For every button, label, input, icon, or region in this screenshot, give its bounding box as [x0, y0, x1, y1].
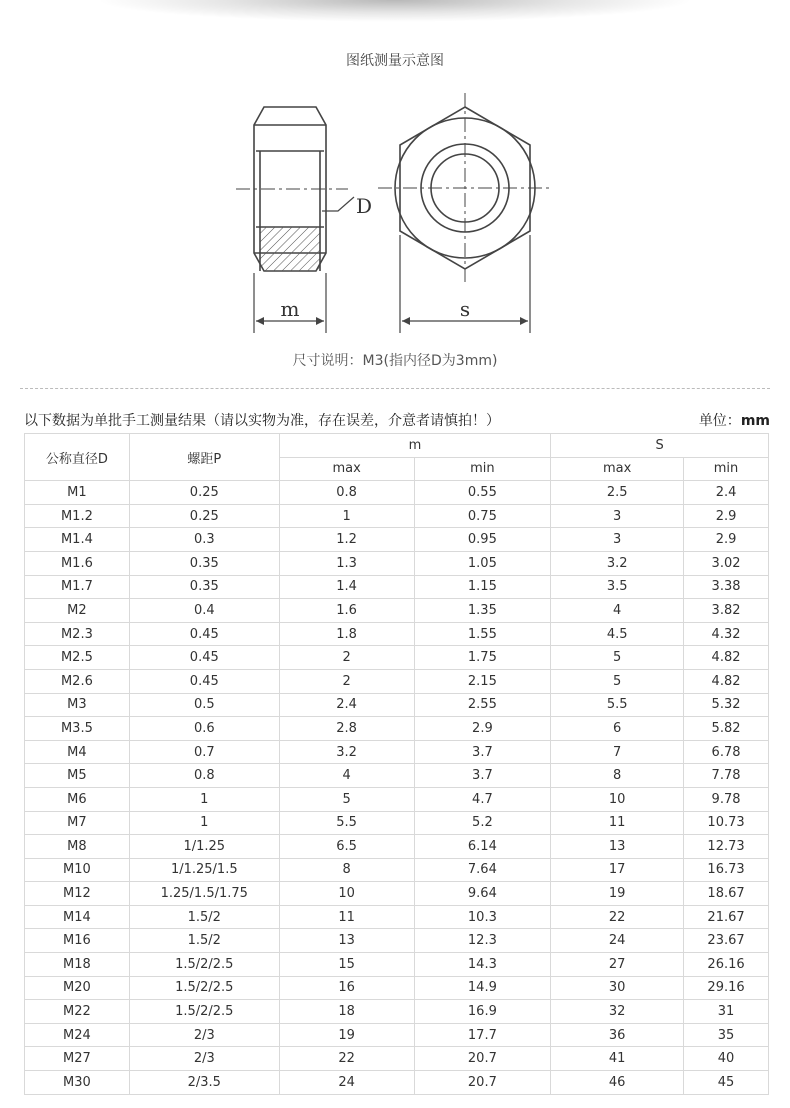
cell-diameter: M1	[25, 481, 130, 505]
cell-diameter: M3	[25, 693, 130, 717]
cell-m-max: 10	[279, 882, 414, 906]
header-s-min: min	[684, 457, 769, 481]
cell-diameter: M1.2	[25, 504, 130, 528]
hex-nut-diagram	[230, 85, 560, 340]
header-pitch: 螺距P	[129, 434, 279, 481]
table-row	[25, 858, 769, 882]
table-row	[25, 481, 769, 505]
cell-diameter: M8	[25, 835, 130, 859]
cell-m-max: 1.6	[279, 599, 414, 623]
diagram-caption: 尺寸说明：M3(指内径D为3mm)	[292, 353, 498, 369]
cell-s-max: 36	[551, 1023, 684, 1047]
cell-s-min: 23.67	[684, 929, 769, 953]
cell-m-max: 19	[279, 1023, 414, 1047]
cell-diameter: M14	[25, 905, 130, 929]
cell-s-min: 3.02	[684, 551, 769, 575]
cell-m-min: 3.7	[414, 764, 551, 788]
cell-diameter: M1.7	[25, 575, 130, 599]
label-m: m	[280, 297, 300, 321]
header-diameter: 公称直径D	[25, 434, 130, 481]
top-shadow-divider	[95, 0, 695, 22]
table-row	[25, 976, 769, 1000]
cell-m-min: 7.64	[414, 858, 551, 882]
unit-label	[699, 410, 770, 430]
cell-s-max: 32	[551, 1000, 684, 1024]
header-group-m: m	[279, 434, 551, 458]
cell-m-max: 5.5	[279, 811, 414, 835]
cell-s-max: 7	[551, 740, 684, 764]
cell-s-max: 5	[551, 669, 684, 693]
cell-m-max: 1	[279, 504, 414, 528]
table-row	[25, 575, 769, 599]
cell-s-max: 5	[551, 646, 684, 670]
spec-table	[24, 433, 769, 1095]
cell-m-max: 1.8	[279, 622, 414, 646]
cell-s-max: 41	[551, 1047, 684, 1071]
table-row	[25, 882, 769, 906]
cell-m-min: 0.95	[414, 528, 551, 552]
cell-diameter: M18	[25, 953, 130, 977]
cell-pitch: 0.5	[129, 693, 279, 717]
cell-s-min: 2.4	[684, 481, 769, 505]
cell-pitch: 0.7	[129, 740, 279, 764]
cell-s-min: 18.67	[684, 882, 769, 906]
cell-diameter: M12	[25, 882, 130, 906]
cell-diameter: M7	[25, 811, 130, 835]
cell-diameter: M10	[25, 858, 130, 882]
cell-pitch: 0.45	[129, 669, 279, 693]
cell-m-min: 6.14	[414, 835, 551, 859]
cell-s-min: 31	[684, 1000, 769, 1024]
cell-m-max: 0.8	[279, 481, 414, 505]
label-s: s	[459, 297, 471, 321]
cell-m-min: 16.9	[414, 1000, 551, 1024]
cell-m-max: 2	[279, 646, 414, 670]
table-row	[25, 905, 769, 929]
cell-m-min: 17.7	[414, 1023, 551, 1047]
cell-s-max: 27	[551, 953, 684, 977]
cell-pitch: 0.25	[129, 504, 279, 528]
table-row	[25, 599, 769, 623]
cell-m-min: 0.75	[414, 504, 551, 528]
cell-m-min: 0.55	[414, 481, 551, 505]
cell-m-min: 1.15	[414, 575, 551, 599]
cell-pitch: 1/1.25	[129, 835, 279, 859]
table-row	[25, 504, 769, 528]
cell-m-min: 14.9	[414, 976, 551, 1000]
cell-m-max: 18	[279, 1000, 414, 1024]
table-row	[25, 693, 769, 717]
cell-s-min: 6.78	[684, 740, 769, 764]
cell-diameter: M24	[25, 1023, 130, 1047]
cell-m-max: 2	[279, 669, 414, 693]
cell-s-max: 3.2	[551, 551, 684, 575]
cell-m-max: 11	[279, 905, 414, 929]
table-row	[25, 811, 769, 835]
cell-m-min: 5.2	[414, 811, 551, 835]
cell-pitch: 1	[129, 811, 279, 835]
cell-pitch: 0.35	[129, 575, 279, 599]
cell-diameter: M2.5	[25, 646, 130, 670]
cell-m-max: 1.2	[279, 528, 414, 552]
cell-s-min: 4.82	[684, 669, 769, 693]
cell-s-max: 24	[551, 929, 684, 953]
cell-pitch: 0.6	[129, 717, 279, 741]
cell-s-min: 5.32	[684, 693, 769, 717]
cell-m-min: 2.15	[414, 669, 551, 693]
cell-s-min: 7.78	[684, 764, 769, 788]
cell-m-min: 4.7	[414, 787, 551, 811]
cell-s-min: 3.38	[684, 575, 769, 599]
cell-m-min: 1.75	[414, 646, 551, 670]
cell-s-min: 3.82	[684, 599, 769, 623]
table-row	[25, 1071, 769, 1095]
table-row	[25, 835, 769, 859]
cell-s-min: 16.73	[684, 858, 769, 882]
cell-pitch: 1.5/2/2.5	[129, 1000, 279, 1024]
table-row	[25, 953, 769, 977]
cell-m-max: 1.3	[279, 551, 414, 575]
cell-s-min: 2.9	[684, 528, 769, 552]
cell-m-min: 20.7	[414, 1047, 551, 1071]
header-m-min: min	[414, 457, 551, 481]
cell-m-min: 2.9	[414, 717, 551, 741]
cell-s-max: 4.5	[551, 622, 684, 646]
cell-s-min: 35	[684, 1023, 769, 1047]
cell-pitch: 0.4	[129, 599, 279, 623]
cell-pitch: 0.35	[129, 551, 279, 575]
cell-diameter: M2	[25, 599, 130, 623]
table-row	[25, 717, 769, 741]
cell-pitch: 1.5/2/2.5	[129, 953, 279, 977]
cell-m-max: 4	[279, 764, 414, 788]
cell-s-min: 29.16	[684, 976, 769, 1000]
cell-pitch: 2/3	[129, 1023, 279, 1047]
cell-s-min: 40	[684, 1047, 769, 1071]
cell-pitch: 0.45	[129, 622, 279, 646]
cell-diameter: M5	[25, 764, 130, 788]
cell-diameter: M2.3	[25, 622, 130, 646]
cell-m-max: 13	[279, 929, 414, 953]
cell-m-max: 3.2	[279, 740, 414, 764]
cell-m-min: 3.7	[414, 740, 551, 764]
cell-diameter: M1.4	[25, 528, 130, 552]
table-row	[25, 929, 769, 953]
cell-diameter: M6	[25, 787, 130, 811]
cell-s-max: 3	[551, 504, 684, 528]
cell-s-max: 5.5	[551, 693, 684, 717]
cell-s-max: 4	[551, 599, 684, 623]
cell-m-max: 2.4	[279, 693, 414, 717]
cell-m-min: 9.64	[414, 882, 551, 906]
cell-m-min: 1.35	[414, 599, 551, 623]
table-row	[25, 1023, 769, 1047]
cell-s-max: 11	[551, 811, 684, 835]
cell-s-min: 4.32	[684, 622, 769, 646]
cell-m-min: 20.7	[414, 1071, 551, 1095]
cell-m-min: 1.55	[414, 622, 551, 646]
cell-s-min: 5.82	[684, 717, 769, 741]
cell-diameter: M3.5	[25, 717, 130, 741]
table-row	[25, 551, 769, 575]
cell-pitch: 2/3	[129, 1047, 279, 1071]
cell-m-max: 15	[279, 953, 414, 977]
cell-m-max: 6.5	[279, 835, 414, 859]
diagram-title: 图纸测量示意图	[346, 53, 444, 69]
cell-pitch: 1.25/1.5/1.75	[129, 882, 279, 906]
cell-pitch: 0.3	[129, 528, 279, 552]
cell-diameter: M1.6	[25, 551, 130, 575]
table-row	[25, 787, 769, 811]
cell-s-min: 9.78	[684, 787, 769, 811]
cell-s-max: 2.5	[551, 481, 684, 505]
table-row	[25, 622, 769, 646]
cell-s-min: 4.82	[684, 646, 769, 670]
cell-s-min: 10.73	[684, 811, 769, 835]
cell-pitch: 1.5/2	[129, 905, 279, 929]
label-d: D	[356, 194, 373, 218]
unit-prefix: 单位：	[698, 413, 741, 429]
cell-diameter: M2.6	[25, 669, 130, 693]
cell-s-max: 19	[551, 882, 684, 906]
table-row	[25, 528, 769, 552]
cell-diameter: M30	[25, 1071, 130, 1095]
cell-s-max: 3.5	[551, 575, 684, 599]
table-row	[25, 669, 769, 693]
header-m-max: max	[279, 457, 414, 481]
cell-s-max: 13	[551, 835, 684, 859]
cell-pitch: 0.25	[129, 481, 279, 505]
table-note: 以下数据为单批手工测量结果（请以实物为准，存在误差，介意者请慎拍！）	[24, 413, 500, 429]
cell-diameter: M20	[25, 976, 130, 1000]
cell-m-max: 1.4	[279, 575, 414, 599]
cell-s-max: 46	[551, 1071, 684, 1095]
cell-diameter: M22	[25, 1000, 130, 1024]
header-s-max: max	[551, 457, 684, 481]
cell-s-max: 8	[551, 764, 684, 788]
cell-s-max: 10	[551, 787, 684, 811]
cell-pitch: 0.8	[129, 764, 279, 788]
spec-table-body	[25, 481, 769, 1094]
table-row	[25, 764, 769, 788]
cell-s-min: 21.67	[684, 905, 769, 929]
cell-pitch: 1.5/2/2.5	[129, 976, 279, 1000]
cell-m-min: 2.55	[414, 693, 551, 717]
cell-diameter: M16	[25, 929, 130, 953]
cell-diameter: M4	[25, 740, 130, 764]
cell-s-max: 22	[551, 905, 684, 929]
table-row	[25, 646, 769, 670]
header-group-s: S	[551, 434, 769, 458]
table-row	[25, 1000, 769, 1024]
cell-pitch: 1/1.25/1.5	[129, 858, 279, 882]
cell-m-min: 12.3	[414, 929, 551, 953]
cell-s-min: 26.16	[684, 953, 769, 977]
cell-m-max: 22	[279, 1047, 414, 1071]
cell-pitch: 1.5/2	[129, 929, 279, 953]
cell-m-min: 1.05	[414, 551, 551, 575]
cell-s-min: 2.9	[684, 504, 769, 528]
cell-m-max: 16	[279, 976, 414, 1000]
cell-m-min: 14.3	[414, 953, 551, 977]
cell-m-max: 8	[279, 858, 414, 882]
cell-pitch: 2/3.5	[129, 1071, 279, 1095]
cell-pitch: 1	[129, 787, 279, 811]
table-row	[25, 1047, 769, 1071]
cell-s-max: 17	[551, 858, 684, 882]
unit-value: mm	[740, 413, 770, 429]
cell-diameter: M27	[25, 1047, 130, 1071]
cell-m-max: 2.8	[279, 717, 414, 741]
cell-m-max: 5	[279, 787, 414, 811]
header-row-1	[25, 434, 769, 458]
table-row	[25, 740, 769, 764]
cell-s-max: 3	[551, 528, 684, 552]
cell-m-max: 24	[279, 1071, 414, 1095]
cell-s-min: 12.73	[684, 835, 769, 859]
cell-s-max: 30	[551, 976, 684, 1000]
cell-s-max: 6	[551, 717, 684, 741]
cell-m-min: 10.3	[414, 905, 551, 929]
dotted-divider	[20, 388, 770, 389]
cell-pitch: 0.45	[129, 646, 279, 670]
cell-s-min: 45	[684, 1071, 769, 1095]
